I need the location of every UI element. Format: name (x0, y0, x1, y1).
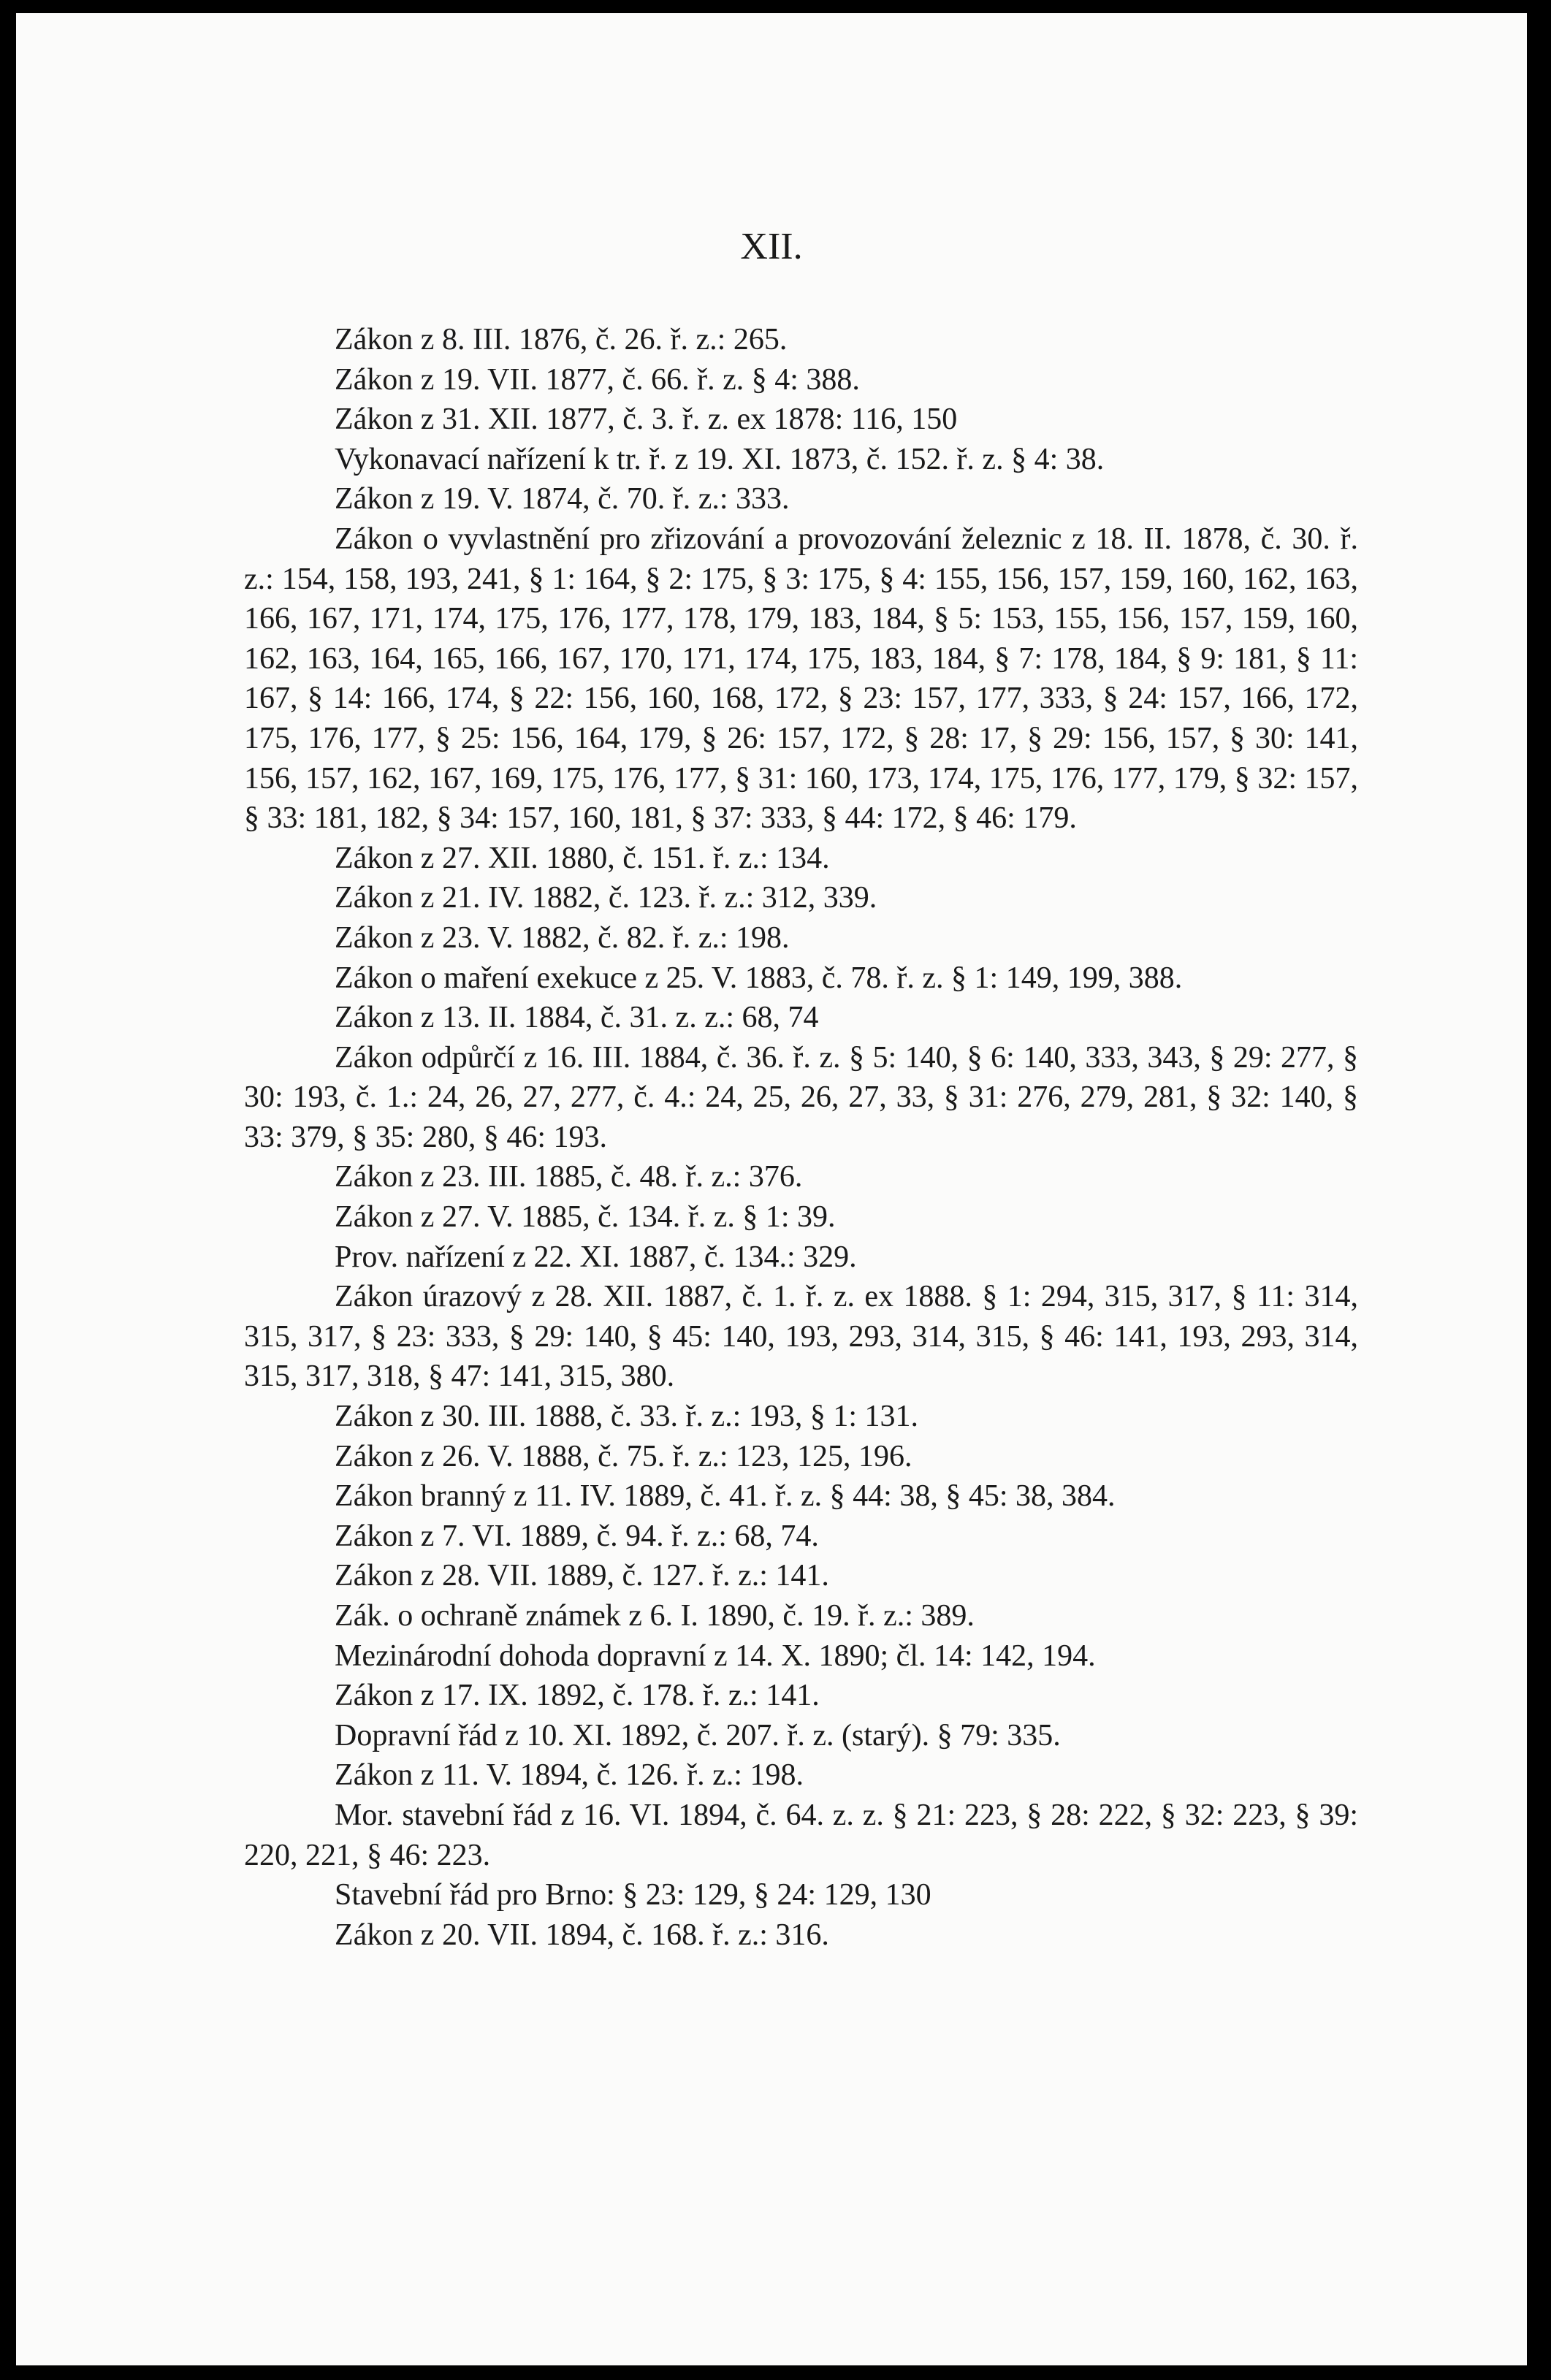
index-entry: Zákon z 8. III. 1876, č. 26. ř. z.: 265. (335, 323, 788, 356)
index-entry: Zákon z 27. V. 1885, č. 134. ř. z. § 1: 39. (335, 1200, 836, 1235)
index-entry: Zákon z 17. IX. 1892, č. 178. ř. z.: 141. (335, 1679, 820, 1713)
index-entry: Zákon branný z 11. IV. 1889, č. 41. ř. z. § 44: 38, § 45: 38, 384. (335, 1479, 1116, 1514)
index-entry: Vykonavací nařízení k tr. ř. z 19. XI. 1873, č. 152. ř. z. § 4: 38. (335, 442, 1105, 476)
index-entry: Zákon o vyvlastnění pro zřizování a provozování železnic z 18. II. 1878, č. 30. ř. z.: 154, 158, 193, 241, § 1: 164, § 2: 175, § 3: 175, § 4: 155, 156, 157, 159, 160, 162, 163, 166, 167, 171, 174, 175, 176, 177, 178, 179, 183, 184, § 5: 153, 155, 156, 157, 159, 160, 162, 163, 164, 165, 166, 167, 170, 171, 174, 175, 183, 184, § 7: 178, 184, § 9: 181, § 11: 167, § 14: 166, 174, § 22: 156, 160, 168, 172, § 23: 157, 177, 333, § 24: 157, 166, 172, 175, 176, 177, § 25: 156, 164, 179, § 26: 157, 172, § 28: 17, § 29: 156, 157, § 30: 141, 156, 157, 162, 167, 169, 175, 176, 177, § 31: 160, 173, 174, 175, 176, 177, 179, § 32: 157, § 33: 181, 182, § 34: 157, 160, 181, § 37: 333, § 44: 172, § 46: 179. (244, 522, 1358, 836)
index-entry: Zákon z 7. VI. 1889, č. 94. ř. z.: 68, 74. (335, 1519, 819, 1553)
index-entry: Prov. nařízení z 22. XI. 1887, č. 134.: 329. (335, 1240, 857, 1274)
index-entry: Zákon z 11. V. 1894, č. 126. ř. z.: 198. (335, 1758, 804, 1793)
index-entry: Zák. o ochraně známek z 6. I. 1890, č. 19. ř. z.: 389. (335, 1599, 975, 1633)
index-entry: Zákon z 30. III. 1888, č. 33. ř. z.: 193, § 1: 131. (335, 1400, 919, 1434)
index-entry: Zákon z 19. VII. 1877, č. 66. ř. z. § 4: 388. (335, 362, 860, 397)
index-entry: Zákon z 23. V. 1882, č. 82. ř. z.: 198. (335, 920, 790, 955)
index-entry: Mezinárodní dohoda dopravní z 14. X. 1890; čl. 14: 142, 194. (335, 1639, 1096, 1673)
index-entry: Dopravní řád z 10. XI. 1892, č. 207. ř. z. (starý). § 79: 335. (335, 1718, 1061, 1752)
page-number: XII. (740, 226, 803, 267)
law-index-list (244, 320, 1358, 1955)
index-entry: Zákon o maření exekuce z 25. V. 1883, č. 78. ř. z. § 1: 149, 199, 388. (335, 961, 1183, 995)
index-entry: Zákon z 31. XII. 1877, č. 3. ř. z. ex 1878: 116, 150 (335, 403, 958, 437)
index-entry: Zákon z 23. III. 1885, č. 48. ř. z.: 376. (335, 1160, 803, 1194)
index-entry: Zákon úrazový z 28. XII. 1887, č. 1. ř. z. ex 1888. § 1: 294, 315, 317, § 11: 314, 315, 317, § 23: 333, § 29: 140, § 45: 140, 193, 293, 314, 315, § 46: 141, 193, 293, 314, 315, 317, 318, § 47: 141, 315, 380. (244, 1280, 1358, 1394)
index-entry: Zákon z 26. V. 1888, č. 75. ř. z.: 123, 125, 196. (335, 1439, 912, 1473)
document-page (16, 13, 1527, 2365)
index-entry: Stavební řád pro Brno: § 23: 129, § 24: 129, 130 (335, 1878, 931, 1912)
index-entry: Zákon z 21. IV. 1882, č. 123. ř. z.: 312, 339. (335, 881, 877, 915)
index-entry: Zákon z 28. VII. 1889, č. 127. ř. z.: 141. (335, 1559, 829, 1593)
index-entry: Mor. stavební řád z 16. VI. 1894, č. 64. z. z. § 21: 223, § 28: 222, § 32: 223, § 39: 220, 221, § 46: 223. (244, 1798, 1358, 1872)
index-entry: Zákon z 20. VII. 1894, č. 168. ř. z.: 316. (335, 1918, 829, 1952)
index-entry: Zákon z 13. II. 1884, č. 31. z. z.: 68, 74 (335, 1001, 819, 1035)
index-entry: Zákon z 19. V. 1874, č. 70. ř. z.: 333. (335, 482, 790, 516)
index-entry: Zákon z 27. XII. 1880, č. 151. ř. z.: 134. (335, 841, 830, 875)
index-entry: Zákon odpůrčí z 16. III. 1884, č. 36. ř. z. § 5: 140, § 6: 140, 333, 343, § 29: 277, § 30: 193, č. 1.: 24, 26, 27, 277, č. 4.: 24, 25, 26, 27, 33, § 31: 276, 279, 281, § 32: 140, § 33: 379, § 35: 280, § 46: 193. (244, 1040, 1358, 1154)
